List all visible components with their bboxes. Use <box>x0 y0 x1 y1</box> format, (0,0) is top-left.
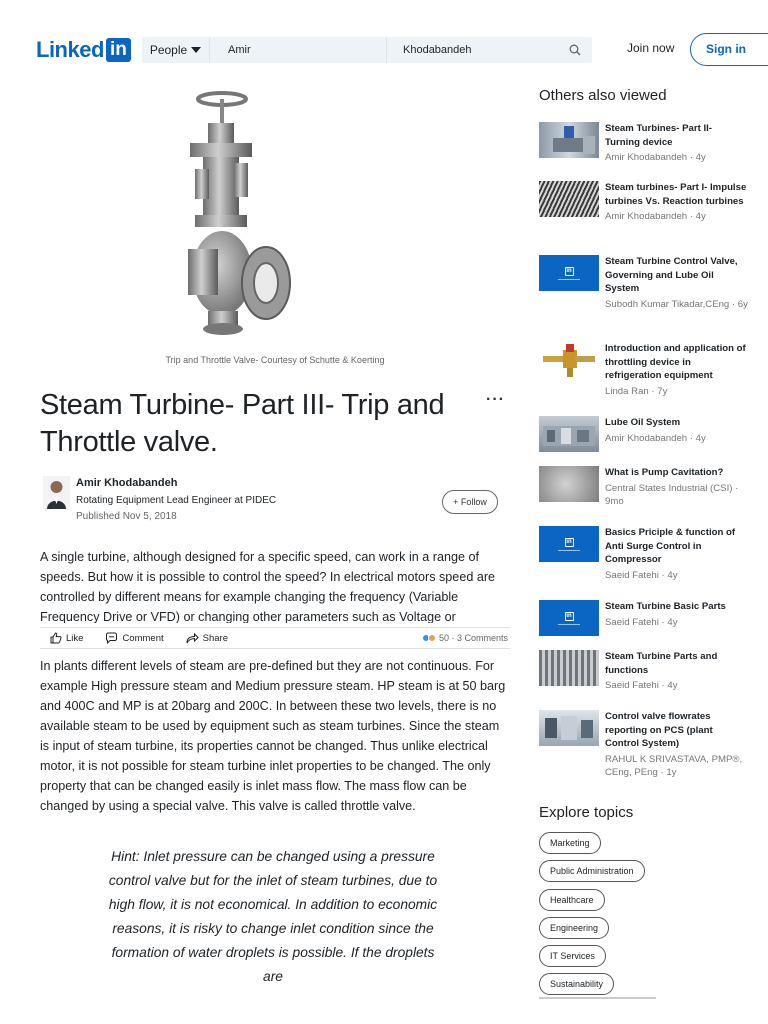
logo-badge: in <box>106 38 131 62</box>
related-article-title: Steam Turbine Parts and functions <box>605 651 718 676</box>
topic-pill-sustainability[interactable]: Sustainability <box>539 973 614 995</box>
reactions-count[interactable] <box>422 633 508 643</box>
related-article-card[interactable] <box>539 526 749 582</box>
share-label: Share <box>202 632 228 644</box>
related-article-title: Steam Turbines- Part II- Turning device <box>605 123 712 148</box>
related-article-title: Steam Turbine Basic Parts <box>605 601 726 612</box>
topics-divider <box>539 997 656 999</box>
article-thumbnail <box>539 466 599 502</box>
thumbs-up-icon <box>50 632 62 644</box>
insightful-reaction-icon <box>428 634 436 642</box>
topic-pill-marketing[interactable]: Marketing <box>539 832 601 854</box>
related-article-card[interactable] <box>539 710 749 780</box>
author-name[interactable]: Amir Khodabandeh <box>76 477 178 489</box>
related-article-meta: Amir Khodabandeh · 4y <box>605 152 706 163</box>
related-article-title: Steam Turbine Control Valve, Governing and Lube Oil System <box>605 256 738 294</box>
related-article-title: Basics Priciple & function of Anti Surge Control in Compressor <box>605 527 736 565</box>
article-paragraph-2: In plants different levels of steam are pre-defined but they are not continuous. For example High pressure steam and Medium pressure steam. HP steam is at 50 barg and 400C and MP is at 20barg and 200C. In between these two levels, there is no available steam to be used by equipment such as steam turbines. Since the steam is input of steam turbine, its properties cannot be changed. Thus unlike electrical motor, it is not possible for steam turbine inlet properties to be changed. The only property that can be changed easily is inlet mass flow. The mass flow can be changed by using a special valve. This valve is called throttle valve. <box>40 659 506 813</box>
comment-button[interactable] <box>105 632 163 644</box>
caret-down-icon <box>191 47 201 53</box>
related-article-meta: Linda Ran · 7y <box>605 385 668 397</box>
logo-wordmark: Linked <box>36 37 104 62</box>
topic-pill-it-services[interactable]: IT Services <box>539 945 606 967</box>
reactions-comments-text: 50 · 3 Comments <box>438 633 508 643</box>
hint-blockquote: Hint: Inlet pressure can be changed using a pressure control valve but for the inlet of steam turbines, due to high flow, it is not economical. In addition to economic reasons, it is risky to change inlet condition since the formation of water droplets is possible. If the droplets are <box>108 849 438 984</box>
share-button[interactable] <box>186 632 228 644</box>
avatar-image <box>43 476 70 509</box>
trip-throttle-valve-illustration <box>40 83 510 345</box>
article-paragraph-1: A single turbine, although designed for a specific speed, can work in a range of speeds. But how it is possible to control the speed? In electrical motors speed are controlled by different means for example changing the frequency (Variable Frequency Drive or VFD) or changing other parameters such as Voltage or <box>40 550 496 623</box>
author-headline: Rotating Equipment Lead Engineer at PIDEC <box>76 495 277 506</box>
more-options-button[interactable]: ··· <box>486 391 505 408</box>
article-hero-image <box>40 83 510 345</box>
related-article-card[interactable] <box>539 181 749 224</box>
first-name-input[interactable]: Amir <box>210 37 387 63</box>
topic-pill-public-administration[interactable]: Public Administration <box>539 860 645 882</box>
topic-pill-engineering[interactable]: Engineering <box>539 917 609 939</box>
related-article-meta: Saeid Fatehi · 4y <box>605 680 678 691</box>
like-button[interactable] <box>50 632 83 644</box>
others-also-viewed-heading: Others also viewed <box>539 87 667 104</box>
related-article-meta: Amir Khodabandeh · 4y <box>605 211 706 222</box>
search-icon <box>569 44 581 56</box>
article-thumbnail <box>539 526 599 562</box>
related-article-title: Control valve flowrates reporting on PCS (plant Control System) <box>605 711 713 749</box>
linkedin-logo[interactable] <box>36 37 131 63</box>
related-article-meta: Subodh Kumar Tikadar,CEng · 6y <box>605 298 748 310</box>
article-thumbnail <box>539 122 599 158</box>
linkedin-placeholder-icon: in <box>566 612 572 619</box>
related-article-meta: RAHUL K SRIVASTAVA, PMP®, CEng, PEng · 1y <box>605 753 743 778</box>
related-article-card[interactable] <box>539 466 749 509</box>
linkedin-placeholder-icon: in <box>566 267 572 274</box>
article-title: Steam Turbine- Part III- Trip and Throttle valve. <box>40 389 445 458</box>
related-article-title: Introduction and application of throttling device in refrigeration equipment <box>605 343 746 381</box>
article-thumbnail <box>539 255 599 291</box>
share-arrow-icon <box>186 632 199 644</box>
related-article-card[interactable] <box>539 416 749 452</box>
related-article-card[interactable] <box>539 600 749 636</box>
sign-in-button[interactable]: Sign in <box>690 33 768 66</box>
related-article-title: Steam turbines- Part I- Impulse turbines Vs. Reaction turbines <box>605 182 747 207</box>
social-actions-bar <box>40 627 510 649</box>
publish-date: Published Nov 5, 2018 <box>76 511 177 522</box>
related-article-card[interactable] <box>539 650 749 693</box>
related-article-meta: Amir Khodabandeh · 4y <box>605 432 706 444</box>
author-avatar[interactable] <box>43 476 70 509</box>
related-article-meta: Central States Industrial (CSI) · 9mo <box>605 482 739 507</box>
topic-pill-healthcare[interactable]: Healthcare <box>539 889 605 911</box>
article-thumbnail <box>539 416 599 452</box>
article-thumbnail <box>539 181 599 217</box>
join-now-link[interactable]: Join now <box>627 41 675 55</box>
search-category-dropdown[interactable] <box>142 37 210 63</box>
explore-topics-heading: Explore topics <box>539 804 634 821</box>
related-article-meta: Saeid Fatehi · 4y <box>605 616 678 628</box>
article-thumbnail <box>539 650 599 686</box>
comment-icon <box>105 632 118 644</box>
related-article-title: What is Pump Cavitation? <box>605 467 724 478</box>
people-search-bar <box>142 37 592 63</box>
related-article-meta: Saeid Fatehi · 4y <box>605 569 678 581</box>
article-thumbnail <box>539 710 599 746</box>
last-name-input[interactable]: Khodabandeh <box>403 44 472 56</box>
linkedin-placeholder-icon: in <box>566 538 572 545</box>
article-thumbnail <box>539 600 599 636</box>
follow-button[interactable]: + Follow <box>442 490 498 514</box>
related-article-card[interactable] <box>539 342 749 398</box>
search-category-label: People <box>149 43 188 57</box>
search-button[interactable] <box>558 37 592 63</box>
like-label: Like <box>66 632 84 644</box>
related-article-title: Lube Oil System <box>605 417 681 428</box>
comment-label: Comment <box>122 632 164 644</box>
related-article-card[interactable] <box>539 122 749 165</box>
article-thumbnail <box>539 342 599 378</box>
image-caption: Trip and Throttle Valve- Courtesy of Schutte & Koerting <box>165 355 385 365</box>
related-article-card[interactable] <box>539 255 749 311</box>
